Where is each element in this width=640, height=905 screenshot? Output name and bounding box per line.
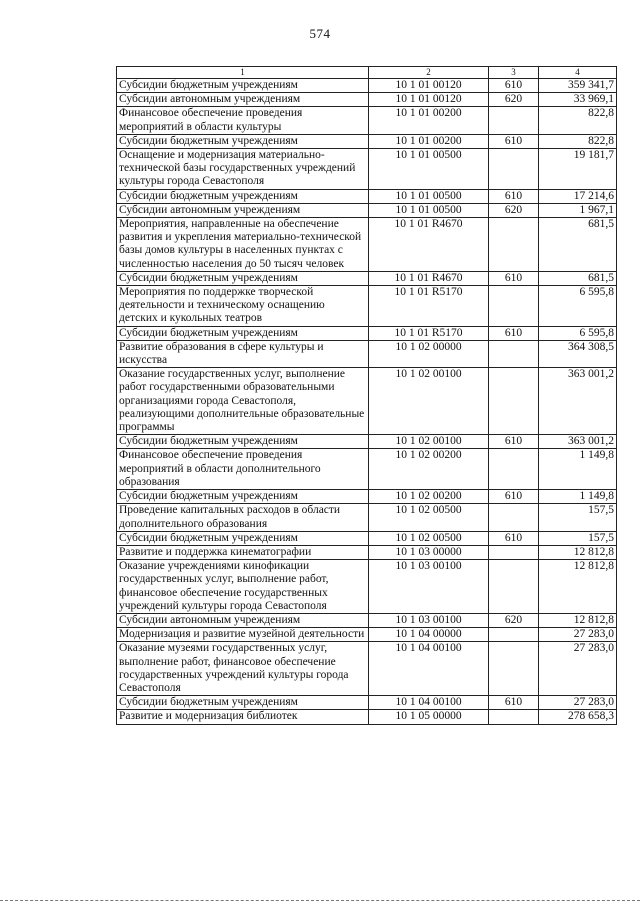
page-bottom-edge [0, 900, 640, 901]
row-expense-type-cell: 620 [489, 203, 539, 217]
row-expense-type-cell [489, 449, 539, 490]
row-name-cell: Субсидии бюджетным учреждениям [117, 696, 369, 710]
row-amount-cell: 6 595,8 [539, 326, 617, 340]
page-number: 574 [309, 26, 331, 41]
row-name-cell: Мероприятия по поддержке творческой деятельности и техническому оснащению детских и кукольных театров [117, 286, 369, 327]
column-header-3: 3 [489, 67, 539, 79]
row-expense-type-cell [489, 286, 539, 327]
table-row [117, 628, 617, 642]
table-row [117, 642, 617, 696]
table-row [117, 560, 617, 614]
table-row [117, 613, 617, 627]
row-code-cell: 10 1 02 00200 [369, 449, 489, 490]
row-expense-type-cell: 620 [489, 93, 539, 107]
row-name-cell: Субсидии бюджетным учреждениям [117, 189, 369, 203]
row-code-cell: 10 1 02 00100 [369, 435, 489, 449]
row-amount-cell: 157,5 [539, 531, 617, 545]
row-expense-type-cell [489, 340, 539, 367]
column-header-2: 2 [369, 67, 489, 79]
row-name-cell: Субсидии автономным учреждениям [117, 93, 369, 107]
table-row [117, 531, 617, 545]
row-expense-type-cell [489, 710, 539, 724]
row-name-cell: Субсидии автономным учреждениям [117, 613, 369, 627]
row-code-cell: 10 1 02 00200 [369, 490, 489, 504]
row-amount-cell: 359 341,7 [539, 79, 617, 93]
row-amount-cell: 19 181,7 [539, 149, 617, 190]
row-code-cell: 10 1 03 00100 [369, 613, 489, 627]
row-code-cell: 10 1 02 00000 [369, 340, 489, 367]
row-code-cell: 10 1 01 00500 [369, 189, 489, 203]
row-expense-type-cell: 610 [489, 79, 539, 93]
row-expense-type-cell: 610 [489, 531, 539, 545]
row-code-cell: 10 1 01 R5170 [369, 326, 489, 340]
column-header-1: 1 [117, 67, 369, 79]
row-expense-type-cell [489, 107, 539, 134]
row-name-cell: Развитие и модернизация библиотек [117, 710, 369, 724]
row-name-cell: Субсидии автономным учреждениям [117, 203, 369, 217]
row-name-cell: Оказание государственных услуг, выполнение работ государственными образовательными организациями города Севастополя, реализующими дополнительные образовательные программы [117, 368, 369, 435]
row-name-cell: Субсидии бюджетным учреждениям [117, 79, 369, 93]
row-amount-cell: 681,5 [539, 271, 617, 285]
table-row [117, 504, 617, 531]
row-expense-type-cell [489, 545, 539, 559]
row-name-cell: Финансовое обеспечение проведения мероприятий в области культуры [117, 107, 369, 134]
row-expense-type-cell: 610 [489, 435, 539, 449]
table-row [117, 449, 617, 490]
row-expense-type-cell: 610 [489, 134, 539, 148]
row-name-cell: Оказание учреждениями кинофикации государственных услуг, выполнение работ, финансовое обеспечение государственных учреждений культуры города Севастополя [117, 560, 369, 614]
row-amount-cell: 822,8 [539, 134, 617, 148]
row-expense-type-cell [489, 628, 539, 642]
row-amount-cell: 17 214,6 [539, 189, 617, 203]
row-amount-cell: 157,5 [539, 504, 617, 531]
table-row [117, 286, 617, 327]
row-expense-type-cell [489, 560, 539, 614]
column-header-4: 4 [539, 67, 617, 79]
row-name-cell: Модернизация и развитие музейной деятельности [117, 628, 369, 642]
row-code-cell: 10 1 04 00100 [369, 696, 489, 710]
row-name-cell: Субсидии бюджетным учреждениям [117, 326, 369, 340]
table-body [117, 79, 617, 725]
row-amount-cell: 1 149,8 [539, 490, 617, 504]
row-code-cell: 10 1 01 00200 [369, 134, 489, 148]
row-name-cell: Субсидии бюджетным учреждениям [117, 531, 369, 545]
table-row [117, 710, 617, 724]
row-code-cell: 10 1 01 R4670 [369, 271, 489, 285]
row-amount-cell: 822,8 [539, 107, 617, 134]
row-expense-type-cell [489, 504, 539, 531]
table-row [117, 203, 617, 217]
row-amount-cell: 363 001,2 [539, 435, 617, 449]
row-code-cell: 10 1 01 00200 [369, 107, 489, 134]
table-row [117, 79, 617, 93]
row-name-cell: Финансовое обеспечение проведения мероприятий в области дополнительного образования [117, 449, 369, 490]
table-row [117, 340, 617, 367]
row-code-cell: 10 1 02 00500 [369, 504, 489, 531]
row-amount-cell: 363 001,2 [539, 368, 617, 435]
row-amount-cell: 681,5 [539, 218, 617, 272]
row-code-cell: 10 1 01 00120 [369, 79, 489, 93]
row-code-cell: 10 1 01 R4670 [369, 218, 489, 272]
row-name-cell: Развитие и поддержка кинематографии [117, 545, 369, 559]
row-code-cell: 10 1 02 00500 [369, 531, 489, 545]
table-row [117, 189, 617, 203]
table-row [117, 134, 617, 148]
row-amount-cell: 27 283,0 [539, 628, 617, 642]
header-row [117, 67, 617, 79]
row-amount-cell: 6 595,8 [539, 286, 617, 327]
row-code-cell: 10 1 03 00100 [369, 560, 489, 614]
row-code-cell: 10 1 01 R5170 [369, 286, 489, 327]
row-expense-type-cell [489, 642, 539, 696]
row-code-cell: 10 1 04 00000 [369, 628, 489, 642]
row-code-cell: 10 1 05 00000 [369, 710, 489, 724]
table-row [117, 271, 617, 285]
row-amount-cell: 12 812,8 [539, 613, 617, 627]
row-amount-cell: 1 967,1 [539, 203, 617, 217]
row-expense-type-cell: 620 [489, 613, 539, 627]
row-expense-type-cell: 610 [489, 271, 539, 285]
row-code-cell: 10 1 01 00500 [369, 149, 489, 190]
row-expense-type-cell: 610 [489, 189, 539, 203]
table-row [117, 326, 617, 340]
row-expense-type-cell: 610 [489, 696, 539, 710]
row-amount-cell: 12 812,8 [539, 545, 617, 559]
row-name-cell: Субсидии бюджетным учреждениям [117, 490, 369, 504]
row-name-cell: Субсидии бюджетным учреждениям [117, 134, 369, 148]
row-expense-type-cell [489, 218, 539, 272]
table-row [117, 149, 617, 190]
row-expense-type-cell [489, 149, 539, 190]
row-amount-cell: 278 658,3 [539, 710, 617, 724]
table-row [117, 368, 617, 435]
row-expense-type-cell [489, 368, 539, 435]
table-row [117, 107, 617, 134]
row-amount-cell: 1 149,8 [539, 449, 617, 490]
table-row [117, 93, 617, 107]
row-code-cell: 10 1 01 00500 [369, 203, 489, 217]
row-name-cell: Оснащение и модернизация материально-технической базы государственных учреждений культуры города Севастополя [117, 149, 369, 190]
row-amount-cell: 12 812,8 [539, 560, 617, 614]
budget-table [116, 66, 617, 725]
row-name-cell: Развитие образования в сфере культуры и искусства [117, 340, 369, 367]
row-expense-type-cell: 610 [489, 326, 539, 340]
row-name-cell: Оказание музеями государственных услуг, выполнение работ, финансовое обеспечение государственных учреждений культуры города Севастополя [117, 642, 369, 696]
row-name-cell: Мероприятия, направленные на обеспечение развития и укрепления материально-технической базы домов культуры в населенных пунктах с численностью населения до 50 тысяч человек [117, 218, 369, 272]
row-expense-type-cell: 610 [489, 490, 539, 504]
table-row [117, 490, 617, 504]
row-amount-cell: 33 969,1 [539, 93, 617, 107]
row-amount-cell: 364 308,5 [539, 340, 617, 367]
table-row [117, 696, 617, 710]
table-row [117, 435, 617, 449]
row-code-cell: 10 1 03 00000 [369, 545, 489, 559]
row-code-cell: 10 1 01 00120 [369, 93, 489, 107]
row-amount-cell: 27 283,0 [539, 642, 617, 696]
row-amount-cell: 27 283,0 [539, 696, 617, 710]
row-name-cell: Субсидии бюджетным учреждениям [117, 435, 369, 449]
row-code-cell: 10 1 02 00100 [369, 368, 489, 435]
row-name-cell: Субсидии бюджетным учреждениям [117, 271, 369, 285]
table-row [117, 545, 617, 559]
row-code-cell: 10 1 04 00100 [369, 642, 489, 696]
row-name-cell: Проведение капитальных расходов в области дополнительного образования [117, 504, 369, 531]
table-row [117, 218, 617, 272]
